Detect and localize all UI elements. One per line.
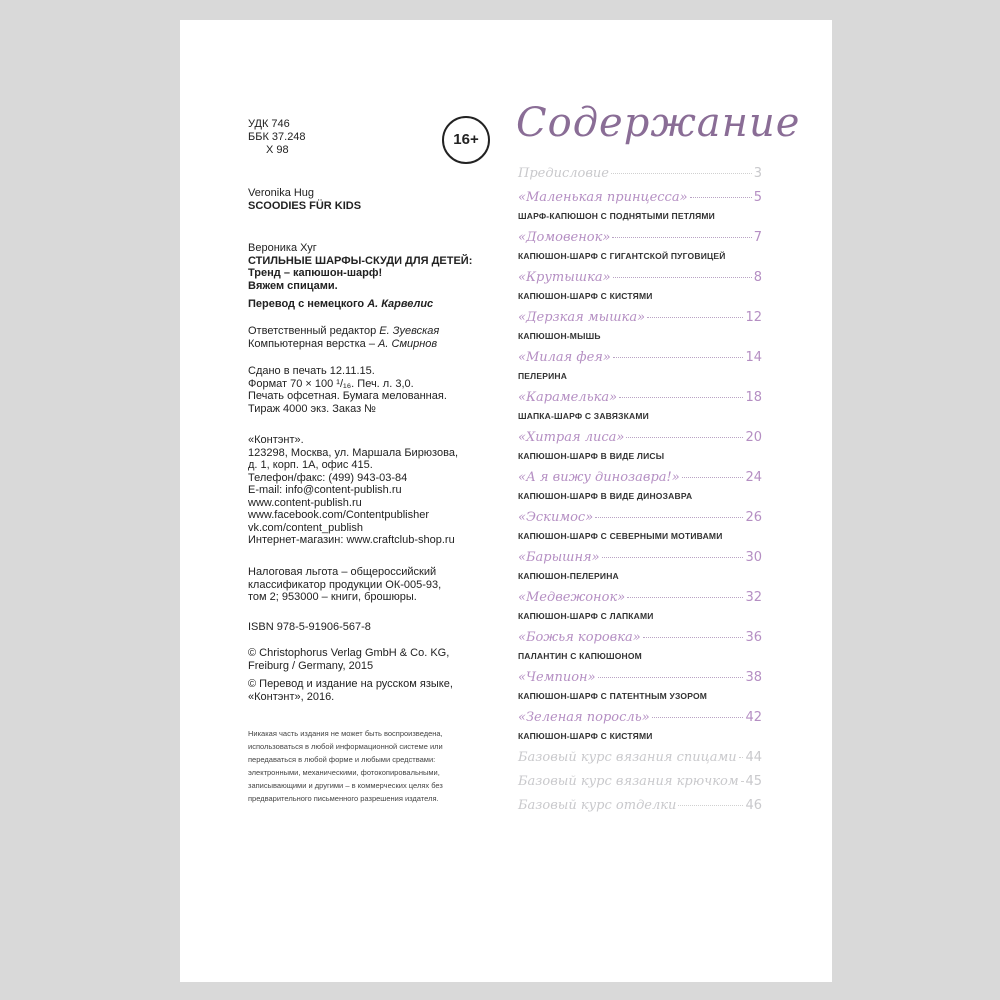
publisher-line: 123298, Москва, ул. Маршала Бирюзова, [248,446,458,459]
publisher-line: www.facebook.com/Contentpublisher [248,509,429,521]
toc-heading: Содержание [516,100,801,146]
notice-line: записывающими и другими – в коммерческих целях без [248,781,443,790]
toc-entry-subtitle: КАПЮШОН-ШАРФ С КИСТЯМИ [518,291,653,301]
toc-entry-title: «Домовенок» [518,230,611,245]
toc-entry-title: Предисловие [518,166,609,181]
toc-entry-page: 3 [753,166,762,181]
toc-entry-title: «Божья коровка» [518,630,641,645]
toc-entry-title: Базовый курс вязания спицами [518,750,737,765]
author-mark: Х 98 [266,144,289,156]
toc-entry-page: 7 [753,230,762,245]
editor-label: Ответственный редактор [248,325,377,337]
toc-entry-title: «Хитрая лиса» [518,430,625,445]
toc-entry-subtitle: ПАЛАНТИН С КАПЮШОНОМ [518,651,642,661]
toc-entry-subtitle: ПЕЛЕРИНА [518,371,568,381]
layout-label: Компьютерная верстка – [248,337,375,350]
toc-entry[interactable] [518,390,762,430]
editor-name: Е. Зуевская [379,325,440,337]
toc-entry-page: 32 [745,590,762,605]
notice-line: Никакая часть издания не может быть воспроизведена, [248,729,443,738]
toc-entry-subtitle: КАПЮШОН-ШАРФ С ПАТЕНТНЫМ УЗОРОМ [518,691,708,701]
copyright-original [248,647,449,672]
tax-line: том 2; 953000 – книги, брошюры. [248,591,417,603]
copyright-line: «Контэнт», 2016. [248,690,335,703]
toc-entry[interactable] [518,166,762,190]
publisher-info [248,434,458,547]
notice-line: передаваться в любой форме и любыми средствами: [248,755,436,764]
copyright-translation [248,678,453,703]
notice-line: электронными, механическими, фотокопировальными, [248,768,440,777]
publisher-line: Телефон/факс: (499) 943-03-84 [248,471,408,484]
tax-line: классификатор продукции ОК-005-93, [248,578,442,591]
title-ru-line-3: Вяжем спицами. [248,279,338,292]
toc-entry[interactable] [518,270,762,310]
toc-entry-subtitle: КАПЮШОН-ШАРФ С ГИГАНТСКОЙ ПУГОВИЦЕЙ [518,251,726,261]
table-of-contents [518,166,762,822]
toc-entry[interactable] [518,190,762,230]
publisher-line: д. 1, корп. 1А, офис 415. [248,459,373,471]
isbn: ISBN 978-5-91906-567-8 [248,621,371,633]
original-author: Veronika Hug [248,187,315,199]
toc-entry-title: «Крутышка» [518,270,611,285]
toc-entry[interactable] [518,590,762,630]
toc-entry-title: «Милая фея» [518,350,611,365]
toc-entry[interactable] [518,230,762,270]
toc-entry[interactable] [518,710,762,750]
toc-entry-page: 46 [745,798,762,813]
print-line: Печать офсетная. Бумага мелованная. [248,390,447,402]
toc-entry-page: 26 [745,510,762,525]
copyright-line: Freiburg / Germany, 2015 [248,659,374,672]
print-info [248,365,447,415]
staff-credits [248,325,439,350]
notice-line: предварительного письменного разрешения издателя. [248,794,439,803]
toc-entry-page: 24 [745,470,762,485]
toc-entry-title: «Зеленая поросль» [518,710,650,725]
toc-entry-title: «Эскимос» [518,510,594,525]
classification-codes [248,118,306,157]
publisher-line: www.content-publish.ru [248,496,362,509]
toc-entry-page: 36 [745,630,762,645]
toc-entry-title: «Барышня» [518,550,600,565]
layout-person: А. Смирнов [378,337,438,350]
russian-edition [248,242,472,292]
toc-entry[interactable] [518,798,762,822]
toc-entry-title: «Дерзкая мышка» [518,310,646,325]
toc-entry-title: «Карамелька» [518,390,618,405]
translation-credit [248,298,433,311]
original-title: SCOODIES FÜR KIDS [248,199,362,212]
translator-name: А. Карвелис [367,298,434,310]
publisher-line: vk.com/content_publish [248,521,363,534]
toc-entry[interactable] [518,774,762,798]
toc-entry-subtitle: КАПЮШОН-ШАРФ В ВИДЕ ЛИСЫ [518,451,665,461]
toc-entry[interactable] [518,510,762,550]
toc-entry-page: 5 [753,190,762,205]
toc-entry-title: «Чемпион» [518,670,596,685]
toc-entry[interactable] [518,350,762,390]
author-ru: Вероника Хуг [248,242,317,254]
udk-code: УДК 746 [248,118,290,130]
bbk-code: ББК 37.248 [248,131,306,143]
toc-entry[interactable] [518,750,762,774]
toc-entry[interactable] [518,310,762,350]
translation-label: Перевод с немецкого [248,298,365,310]
toc-entry-subtitle: КАПЮШОН-ПЕЛЕРИНА [518,571,619,581]
toc-entry[interactable] [518,630,762,670]
toc-entry-page: 14 [745,350,762,365]
print-line: Тираж 4000 экз. Заказ № [248,402,376,415]
copyright-line: © Перевод и издание на русском языке, [248,678,453,690]
toc-entry-subtitle: ШАПКА-ШАРФ С ЗАВЯЗКАМИ [518,411,649,421]
toc-entry-subtitle: КАПЮШОН-ШАРФ С ЛАПКАМИ [518,611,654,621]
print-line: Формат 70 × 100 ¹/₁₆. Печ. л. 3,0. [248,377,414,390]
toc-entry-page: 20 [745,430,762,445]
toc-entry-page: 44 [745,750,762,765]
toc-entry-subtitle: КАПЮШОН-ШАРФ С КИСТЯМИ [518,731,653,741]
book-page [180,20,832,982]
toc-entry-title: Базовый курс отделки [518,798,677,813]
toc-entry-subtitle: КАПЮШОН-ШАРФ В ВИДЕ ДИНОЗАВРА [518,491,693,501]
toc-entry-title: «Маленькая принцесса» [518,190,688,205]
toc-entry[interactable] [518,470,762,510]
publisher-line: E-mail: info@content-publish.ru [248,484,402,496]
toc-entry[interactable] [518,670,762,710]
print-line: Сдано в печать 12.11.15. [248,365,375,377]
toc-entry-subtitle: КАПЮШОН-МЫШЬ [518,331,601,341]
age-rating-badge: 16+ [442,116,490,164]
legal-notice [248,727,510,805]
toc-entry-page: 18 [745,390,762,405]
tax-line: Налоговая льгота – общероссийский [248,566,437,578]
toc-entry[interactable] [518,550,762,590]
title-ru-line-2: Тренд – капюшон-шарф! [248,267,383,279]
notice-line: использоваться в любой информационной системе или [248,742,443,751]
toc-entry-title: Базовый курс вязания крючком [518,774,739,789]
tax-info [248,566,441,604]
toc-entry-page: 12 [745,310,762,325]
copyright-line: © Christophorus Verlag GmbH & Co. KG, [248,647,450,659]
publisher-line: Интернет-магазин: www.craftclub-shop.ru [248,534,455,546]
toc-entry-page: 45 [745,774,762,789]
original-edition [248,187,361,212]
toc-entry-page: 30 [745,550,762,565]
toc-entry-subtitle: ШАРФ-КАПЮШОН С ПОДНЯТЫМИ ПЕТЛЯМИ [518,211,715,221]
toc-entry-subtitle: КАПЮШОН-ШАРФ С СЕВЕРНЫМИ МОТИВАМИ [518,531,723,541]
title-ru-line-1: СТИЛЬНЫЕ ШАРФЫ-СКУДИ ДЛЯ ДЕТЕЙ: [248,254,473,267]
toc-entry-page: 38 [745,670,762,685]
toc-entry-title: «А я вижу динозавра!» [518,470,680,485]
toc-entry-page: 42 [745,710,762,725]
toc-entry[interactable] [518,430,762,470]
publisher-line: «Контэнт». [248,434,304,446]
toc-entry-title: «Медвежонок» [518,590,626,605]
toc-entry-page: 8 [753,270,762,285]
